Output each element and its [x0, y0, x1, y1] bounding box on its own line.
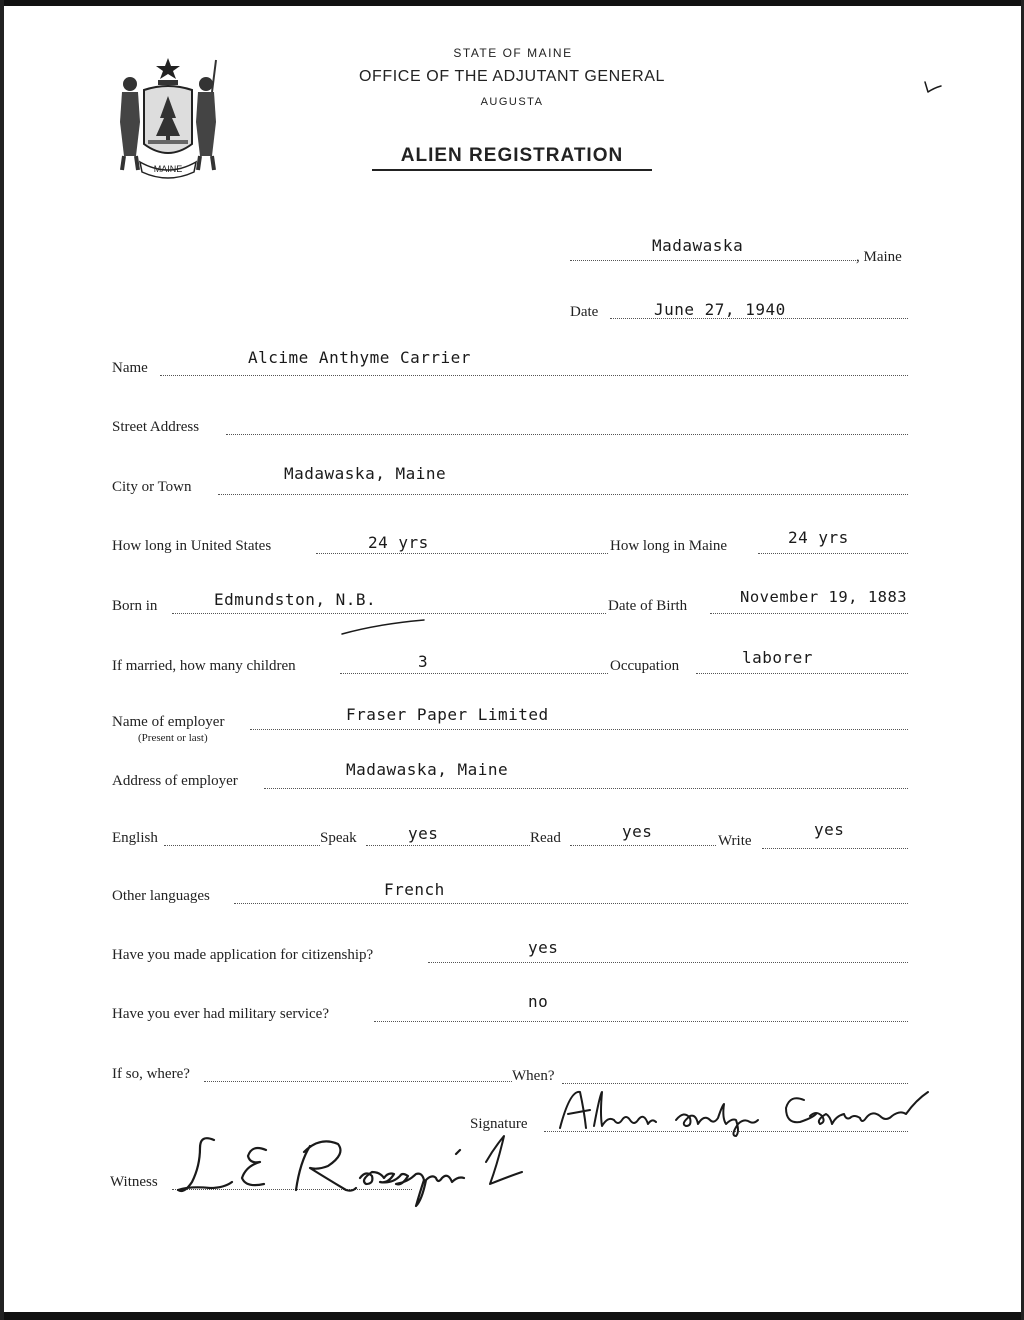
- children-label: If married, how many children: [112, 658, 296, 674]
- date-of-birth-value: November 19, 1883: [740, 588, 908, 606]
- city-value: Madawaska, Maine: [284, 464, 447, 483]
- children-value: 3: [418, 652, 429, 671]
- street-address-label: Street Address: [112, 419, 200, 435]
- military-value: no: [528, 992, 549, 1011]
- place-line: [570, 260, 856, 261]
- where-line: [204, 1081, 512, 1082]
- military-label: Have you ever had military service?: [112, 1006, 329, 1022]
- citizenship-line: [428, 962, 908, 963]
- pencil-stroke-mark: [338, 616, 428, 638]
- read-value: yes: [622, 822, 653, 841]
- when-label: When?: [512, 1068, 555, 1084]
- how-long-us-line: [316, 553, 608, 554]
- citizenship-label: Have you made application for citizenship?: [112, 947, 374, 963]
- check-mark-icon: [922, 78, 944, 96]
- english-label: English: [112, 830, 158, 846]
- read-line: [570, 845, 716, 846]
- write-value: yes: [814, 820, 845, 839]
- scan-edge-top: [0, 0, 1024, 6]
- handwritten-witness-signature: [170, 1122, 540, 1212]
- street-address-line: [226, 434, 908, 435]
- how-long-maine-line: [758, 553, 908, 554]
- scan-edge-bottom: [0, 1312, 1024, 1320]
- city-line: [218, 494, 908, 495]
- write-label: Write: [718, 833, 752, 849]
- where-label: If so, where?: [112, 1066, 190, 1082]
- occupation-value: laborer: [742, 648, 813, 667]
- witness-label: Witness: [110, 1174, 158, 1190]
- speak-value: yes: [408, 824, 439, 843]
- employer-address-value: Madawaska, Maine: [346, 760, 509, 779]
- read-label: Read: [530, 830, 561, 846]
- english-line: [164, 845, 320, 846]
- employer-address-line: [264, 788, 908, 789]
- state-heading: STATE OF MAINE: [453, 46, 573, 60]
- how-long-us-label: How long in United States: [112, 538, 272, 554]
- handwritten-signature: [540, 1080, 940, 1140]
- office-heading: OFFICE OF THE ADJUTANT GENERAL: [358, 68, 666, 85]
- occupation-label: Occupation: [610, 658, 680, 674]
- speak-label: Speak: [320, 830, 357, 846]
- how-long-maine-value: 24 yrs: [788, 528, 849, 547]
- born-in-value: Edmundston, N.B.: [214, 590, 377, 609]
- title-underline: [372, 169, 652, 171]
- citizenship-value: yes: [528, 938, 559, 957]
- city-label: City or Town: [112, 479, 192, 495]
- city-heading: AUGUSTA: [480, 96, 544, 108]
- employer-sublabel: (Present or last): [138, 732, 208, 744]
- employer-address-label: Address of employer: [112, 773, 238, 789]
- date-of-birth-label: Date of Birth: [608, 598, 688, 614]
- date-value: June 27, 1940: [654, 300, 786, 319]
- speak-line: [366, 845, 530, 846]
- name-line: [160, 375, 908, 376]
- name-value: Alcime Anthyme Carrier: [248, 348, 471, 367]
- date-label: Date: [570, 304, 599, 320]
- occupation-line: [696, 673, 908, 674]
- how-long-maine-label: How long in Maine: [610, 538, 728, 554]
- employer-line: [250, 729, 908, 730]
- other-languages-line: [234, 903, 908, 904]
- write-line: [762, 848, 908, 849]
- children-line: [340, 673, 608, 674]
- how-long-us-value: 24 yrs: [368, 533, 429, 552]
- signature-label: Signature: [470, 1116, 528, 1132]
- place-suffix: , Maine: [856, 249, 902, 265]
- employer-value: Fraser Paper Limited: [346, 705, 549, 724]
- date-of-birth-line: [710, 613, 908, 614]
- scan-edge-left: [0, 0, 4, 1320]
- name-label: Name: [112, 360, 148, 376]
- form-title: ALIEN REGISTRATION: [400, 145, 624, 166]
- other-languages-value: French: [384, 880, 445, 899]
- place-value: Madawaska: [652, 236, 744, 255]
- seal-banner-text: MAINE: [153, 164, 183, 174]
- military-line: [374, 1021, 908, 1022]
- employer-label: Name of employer: [112, 714, 225, 730]
- born-in-line: [172, 613, 606, 614]
- born-in-label: Born in: [112, 598, 158, 614]
- other-languages-label: Other languages: [112, 888, 210, 904]
